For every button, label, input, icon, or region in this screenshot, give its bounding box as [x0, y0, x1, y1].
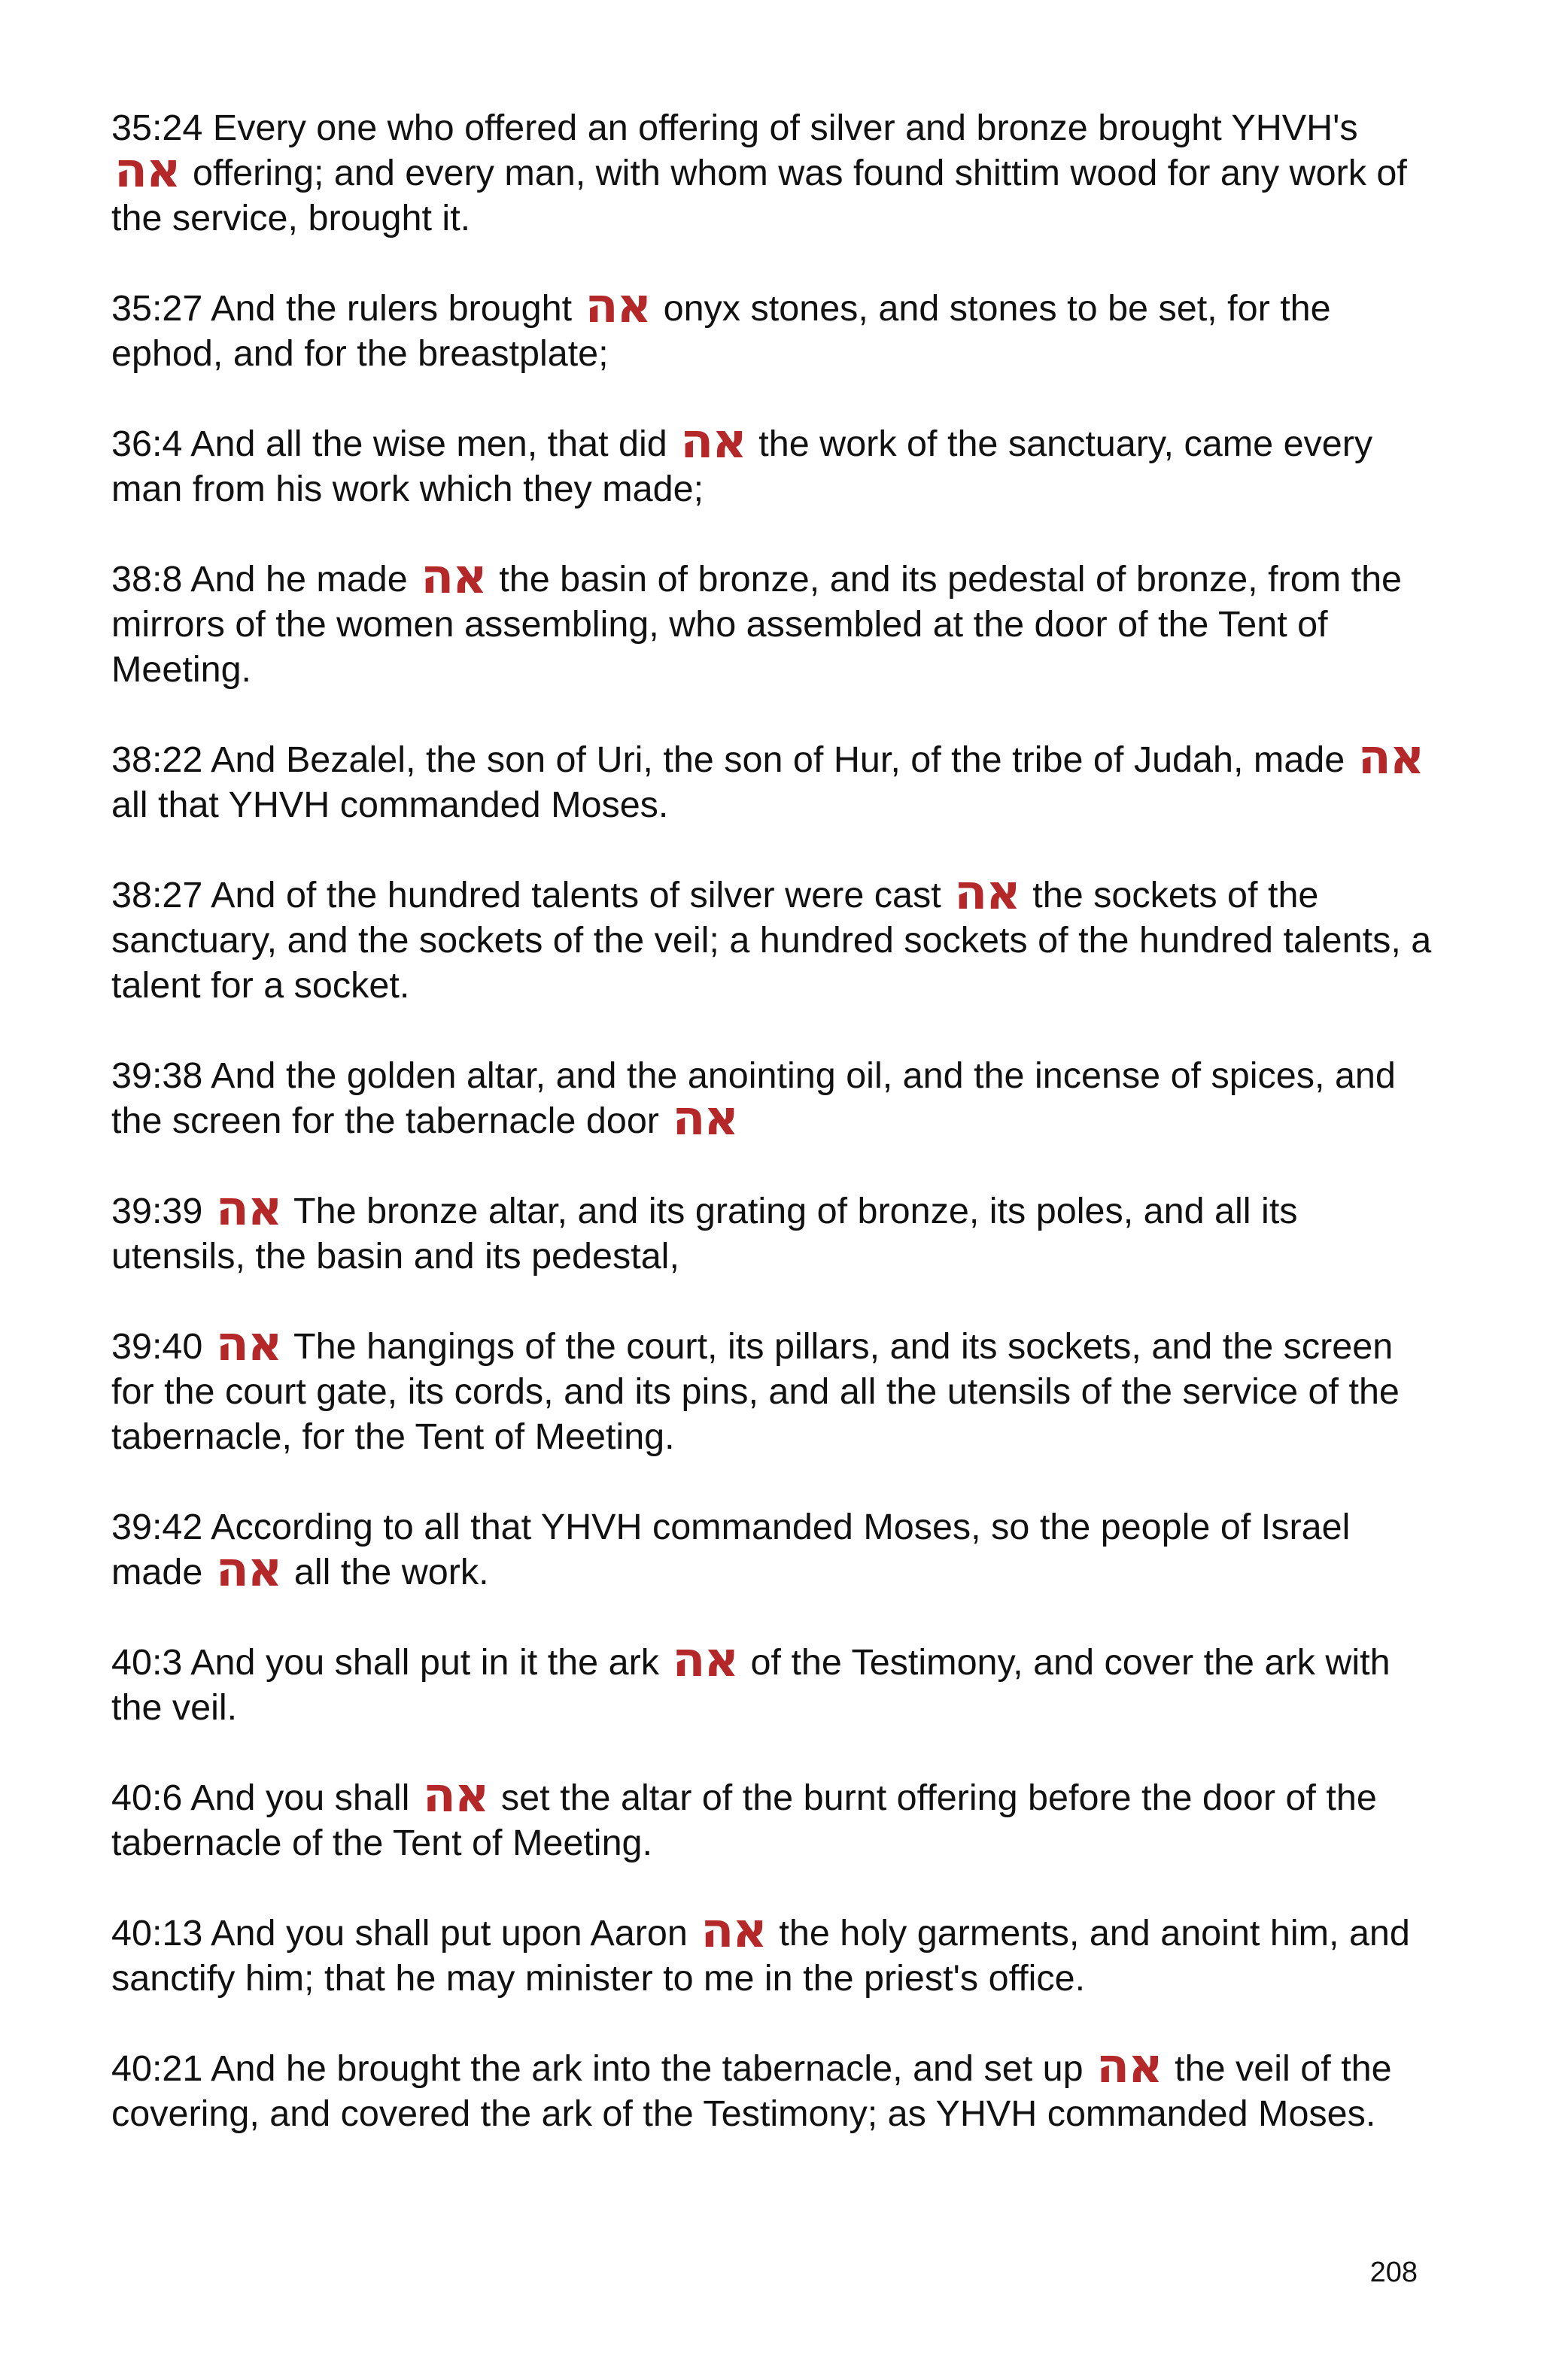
verse-38-22: [111, 730, 1436, 827]
aleph-tav-marker: אה: [1096, 2038, 1162, 2094]
verse-text-before: 40:21 And he brought the ark into the tabernacle, and set up: [111, 2048, 1084, 2089]
verse-39-42: [111, 1504, 1436, 1598]
aleph-tav-marker: אה: [672, 1091, 737, 1146]
verse-38-8: [111, 549, 1436, 692]
verse-text-before: 39:38 And the golden altar, and the anointing oil, and the incense of spices, and the screen for the tabernacle door: [111, 1055, 1396, 1141]
verse-text-after: set the altar of the burnt offering before the door of the tabernacle of the Tent of Meeting.: [111, 1777, 1377, 1863]
aleph-tav-marker: אה: [422, 1768, 488, 1823]
verse-36-4: [111, 414, 1436, 512]
verse-40-6: [111, 1768, 1436, 1865]
verse-text-after: all that YHVH commanded Moses.: [111, 785, 669, 825]
verse-39-38: [111, 1053, 1436, 1146]
verse-text-before: 38:8 And he made: [111, 559, 408, 600]
aleph-tav-marker: אה: [954, 865, 1020, 921]
aleph-tav-marker: אה: [215, 1542, 281, 1598]
verse-text-before: 40:13 And you shall put upon Aaron: [111, 1913, 688, 1953]
verse-text-after: The hangings of the court, its pillars, and its sockets, and the screen for the court gate, its cords, and its pins, and all the utensils of the service of the tabernacle, for the Tent of Meeting.: [111, 1326, 1400, 1457]
verse-text-before: 39:40: [111, 1326, 203, 1367]
verse-text-after: the work of the sanctuary, came every man from his work which they made;: [111, 423, 1373, 509]
verse-text-after: the sockets of the sanctuary, and the sockets of the veil; a hundred sockets of the hundred talents, a talent for a socket.: [111, 875, 1432, 1006]
page-number: 208: [1369, 2257, 1418, 2288]
verse-text-before: 40:3 And you shall put in it the ark: [111, 1642, 659, 1683]
verse-text-after: onyx stones, and stones to be set, for the ephod, and for the breastplate;: [111, 288, 1331, 374]
aleph-tav-marker: אה: [680, 414, 746, 469]
aleph-tav-marker: אה: [585, 278, 651, 334]
verse-text-before: 35:24 Every one who offered an offering of silver and bronze brought YHVH's: [111, 108, 1358, 148]
aleph-tav-marker: אה: [421, 549, 486, 605]
verse-text-before: 39:42 According to all that YHVH commanded Moses, so the people of Israel made: [111, 1507, 1351, 1592]
page-content: [111, 105, 1436, 2181]
verse-39-39: [111, 1181, 1436, 1279]
aleph-tav-marker: אה: [114, 143, 180, 199]
aleph-tav-marker: אה: [1357, 730, 1424, 785]
verse-text-after: of the Testimony, and cover the ark with the veil.: [111, 1642, 1391, 1728]
verse-text-before: 39:39: [111, 1191, 203, 1231]
verse-text-after: the basin of bronze, and its pedestal of bronze, from the mirrors of the women assembling, who assembled at the door of the Tent of Meeting.: [111, 559, 1403, 690]
verse-text-after: the holy garments, and anoint him, and sanctify him; that he may minister to me in the priest's office.: [111, 1913, 1410, 1999]
verse-35-24: [111, 105, 1436, 241]
verse-38-27: [111, 865, 1436, 1008]
aleph-tav-marker: אה: [701, 1903, 766, 1959]
verse-text-before: 36:4 And all the wise men, that did: [111, 423, 667, 464]
verse-40-13: [111, 1903, 1436, 2001]
verse-text-after: the veil of the covering, and covered the ark of the Testimony; as YHVH commanded Moses.: [111, 2048, 1392, 2134]
verse-text-after: all the work.: [293, 1552, 489, 1592]
verse-35-27: [111, 278, 1436, 376]
verse-text-before: 38:22 And Bezalel, the son of Uri, the son of Hur, of the tribe of Judah, made: [111, 739, 1345, 780]
verse-text-before: 40:6 And you shall: [111, 1777, 410, 1818]
verse-text-after: offering; and every man, with whom was found shittim wood for any work of the service, brought it.: [111, 153, 1407, 238]
verse-text-before: 38:27 And of the hundred talents of silver were cast: [111, 875, 941, 915]
verse-text-before: 35:27 And the rulers brought: [111, 288, 573, 329]
aleph-tav-marker: אה: [215, 1316, 281, 1372]
aleph-tav-marker: אה: [215, 1181, 281, 1237]
verse-40-21: [111, 2038, 1436, 2136]
verse-39-40: [111, 1316, 1436, 1459]
aleph-tav-marker: אה: [672, 1632, 738, 1688]
verse-text-after: The bronze altar, and its grating of bronze, its poles, and all its utensils, the basin and its pedestal,: [111, 1191, 1298, 1277]
verse-40-3: [111, 1632, 1436, 1730]
